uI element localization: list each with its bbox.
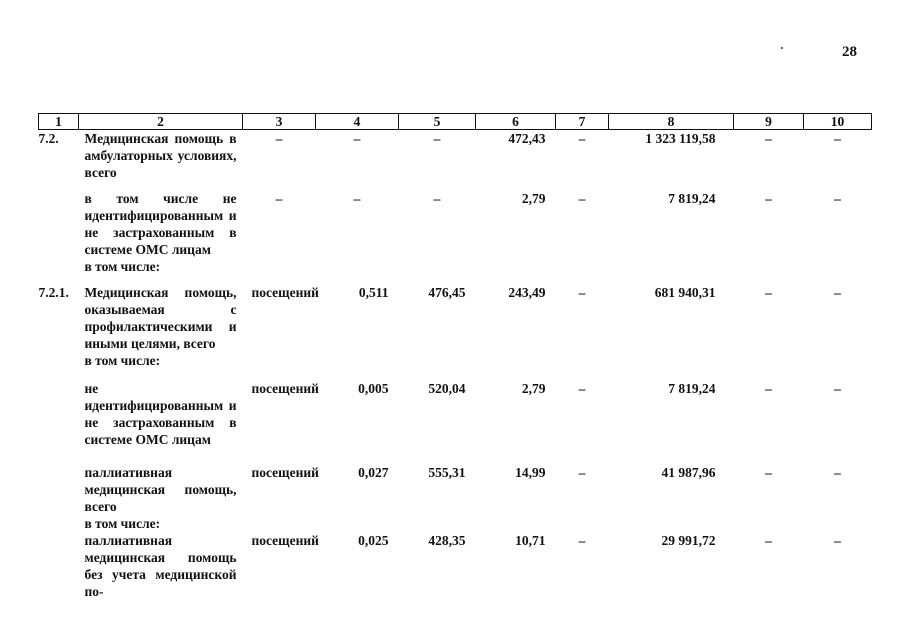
table-row bbox=[39, 380, 872, 464]
column-header-2: 2 bbox=[79, 114, 243, 130]
row-col8: 7 819,24 bbox=[668, 191, 716, 206]
row-col8: 7 819,24 bbox=[668, 381, 716, 396]
column-header-4: 4 bbox=[316, 114, 399, 130]
row-col6: 243,49 bbox=[508, 285, 546, 300]
row-col5: – bbox=[433, 191, 441, 206]
row-code bbox=[39, 464, 79, 532]
row-col6: 472,43 bbox=[508, 131, 546, 146]
row-col8: 29 991,72 bbox=[661, 533, 716, 548]
table-row bbox=[39, 284, 872, 380]
row-name bbox=[79, 532, 243, 600]
column-header-9: 9 bbox=[734, 114, 804, 130]
row-col4: 0,511 bbox=[358, 285, 389, 300]
row-col8: 1 323 119,58 bbox=[645, 131, 716, 146]
row-name-text: в том числе не идентифицированным и не застрахованным в системе ОМС лицам bbox=[84, 191, 237, 257]
row-col8: 41 987,96 bbox=[661, 465, 716, 480]
row-col6: 2,79 bbox=[521, 191, 546, 206]
row-unit: посещений bbox=[251, 533, 319, 548]
row-col9: – bbox=[765, 131, 772, 146]
row-col7: – bbox=[578, 533, 586, 548]
row-col7: – bbox=[578, 465, 586, 480]
row-col5: 476,45 bbox=[428, 285, 466, 300]
row-col6: 10,71 bbox=[515, 533, 546, 548]
row-col9: – bbox=[765, 533, 772, 548]
column-header-10: 10 bbox=[804, 114, 872, 130]
row-col7: – bbox=[578, 381, 586, 396]
column-header-8: 8 bbox=[609, 114, 734, 130]
row-name-suffix: в том числе: bbox=[84, 516, 161, 531]
row-col9: – bbox=[765, 191, 772, 206]
row-col5: 520,04 bbox=[428, 381, 466, 396]
row-col10: – bbox=[834, 285, 841, 300]
column-header-3: 3 bbox=[243, 114, 316, 130]
services-table bbox=[38, 113, 872, 600]
row-unit: посещений bbox=[251, 285, 319, 300]
column-header-7: 7 bbox=[556, 114, 609, 130]
row-col10: – bbox=[834, 381, 841, 396]
row-col4: – bbox=[353, 131, 361, 146]
row-name bbox=[79, 190, 243, 284]
row-col5: – bbox=[433, 131, 441, 146]
row-name bbox=[79, 284, 243, 380]
row-name-text: паллиативная медицинская помощь без учета медицинской по- bbox=[84, 533, 237, 599]
row-unit: – bbox=[275, 131, 283, 146]
row-name-suffix: в том числе: bbox=[84, 259, 161, 274]
row-col9: – bbox=[765, 285, 772, 300]
row-col10: – bbox=[834, 131, 841, 146]
row-col10: – bbox=[834, 191, 841, 206]
row-col5: 428,35 bbox=[428, 533, 466, 548]
row-col4: 0,027 bbox=[358, 465, 389, 480]
table-row bbox=[39, 532, 872, 600]
row-name-text: не идентифицированным и не застрахованным в системе ОМС лицам bbox=[84, 381, 237, 447]
table-row bbox=[39, 464, 872, 532]
row-name-text: Медицинская помощь, оказываемая с профилактическими и иными целями, всего bbox=[84, 285, 237, 351]
row-col5: 555,31 bbox=[428, 465, 466, 480]
row-col4: 0,005 bbox=[358, 381, 389, 396]
row-name bbox=[79, 464, 243, 532]
scan-artifact-dot bbox=[781, 47, 783, 49]
row-col9: – bbox=[765, 381, 772, 396]
row-name-text: Медицинская помощь в амбулаторных условиях, всего bbox=[84, 131, 237, 180]
row-unit: – bbox=[275, 191, 283, 206]
table-row bbox=[39, 130, 872, 191]
row-code bbox=[39, 380, 79, 464]
row-col4: 0,025 bbox=[358, 533, 389, 548]
row-col7: – bbox=[578, 191, 586, 206]
row-code: 7.2. bbox=[38, 131, 59, 146]
column-number-header-row bbox=[39, 114, 872, 130]
row-code bbox=[39, 190, 79, 284]
column-header-6: 6 bbox=[476, 114, 556, 130]
row-col7: – bbox=[578, 285, 586, 300]
row-code: 7.2.1. bbox=[38, 285, 69, 300]
row-code bbox=[39, 532, 79, 600]
row-col10: – bbox=[834, 465, 841, 480]
row-name bbox=[79, 130, 243, 191]
row-name bbox=[79, 380, 243, 464]
row-unit: посещений bbox=[251, 381, 319, 396]
column-header-5: 5 bbox=[399, 114, 476, 130]
row-col7: – bbox=[578, 131, 586, 146]
row-col4: – bbox=[353, 191, 361, 206]
row-col8: 681 940,31 bbox=[654, 285, 716, 300]
row-col9: – bbox=[765, 465, 772, 480]
column-header-1: 1 bbox=[39, 114, 79, 130]
row-col6: 14,99 bbox=[515, 465, 546, 480]
row-col6: 2,79 bbox=[521, 381, 546, 396]
page-number: 28 bbox=[842, 44, 857, 60]
row-unit: посещений bbox=[251, 465, 319, 480]
row-name-text: паллиативная медицинская помощь, всего bbox=[84, 465, 237, 514]
row-col10: – bbox=[834, 533, 841, 548]
row-name-suffix: в том числе: bbox=[84, 353, 161, 368]
table-row bbox=[39, 190, 872, 284]
